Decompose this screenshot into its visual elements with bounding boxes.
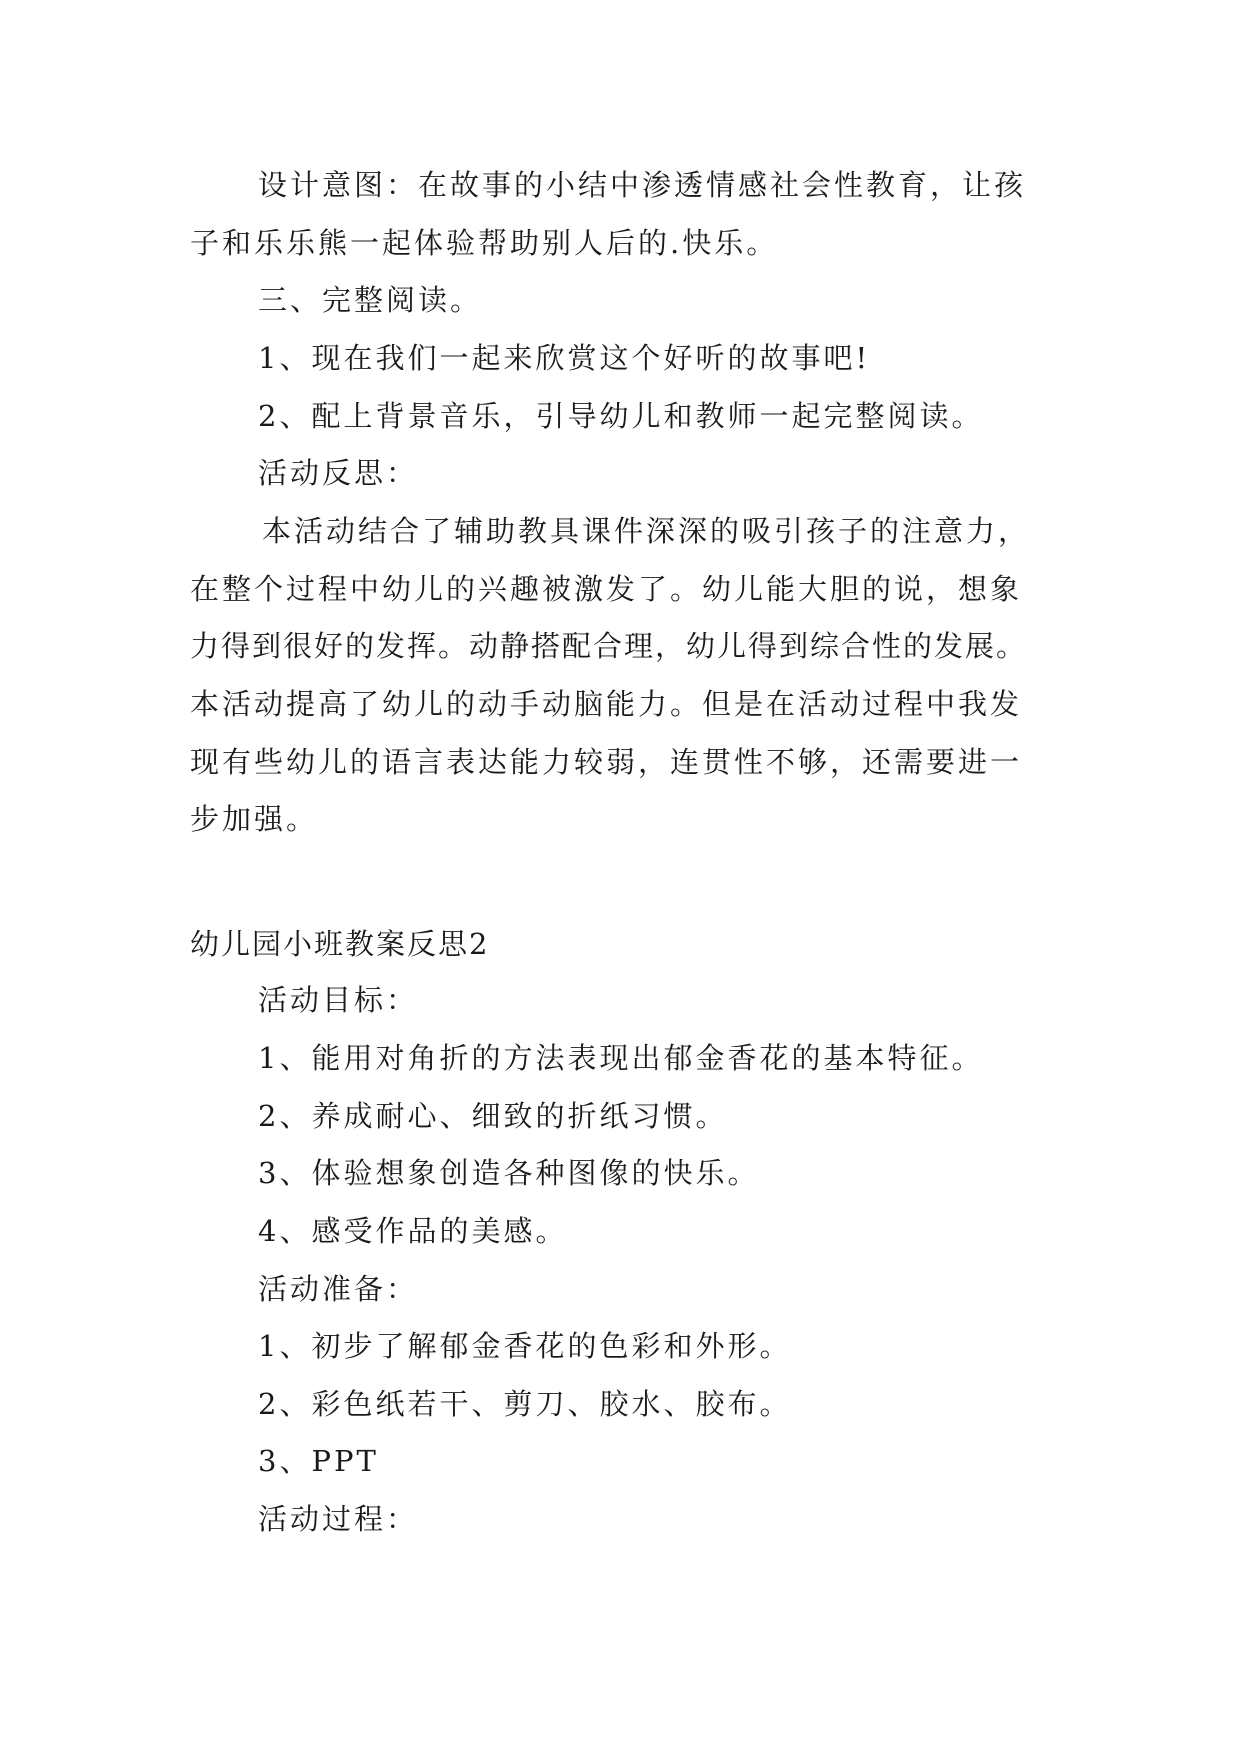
reflection-line-2: 在整个过程中幼儿的兴趣被激发了。幼儿能大胆的说，想象 xyxy=(190,572,1023,606)
goal-item-3: 3、体验想象创造各种图像的快乐。 xyxy=(258,1156,760,1190)
section-title: 幼儿园小班教案反思2 xyxy=(190,927,490,961)
process-label: 活动过程： xyxy=(258,1502,419,1536)
prep-item-2: 2、彩色纸若干、剪刀、胶水、胶布。 xyxy=(258,1387,792,1421)
design-intent-line-1: 设计意图：在故事的小结中渗透情感社会性教育，让孩 xyxy=(258,168,1027,202)
reflection-line-5: 现有些幼儿的语言表达能力较弱，连贯性不够，还需要进一 xyxy=(190,745,1023,779)
reflection-line-3: 力得到很好的发挥。动静搭配合理，幼儿得到综合性的发展。 xyxy=(190,629,1028,663)
design-intent-line-2: 子和乐乐熊一起体验帮助别人后的.快乐。 xyxy=(190,226,779,260)
reflection-line-1: 本活动结合了辅助教具课件深深的吸引孩子的注意力， xyxy=(262,514,1031,548)
goal-item-1: 1、能用对角折的方法表现出郁金香花的基本特征。 xyxy=(258,1041,984,1075)
reflection-line-4: 本活动提高了幼儿的动手动脑能力。但是在活动过程中我发 xyxy=(190,687,1023,721)
step3-item-2: 2、配上背景音乐，引导幼儿和教师一起完整阅读。 xyxy=(258,399,984,433)
reflection-line-6: 步加强。 xyxy=(190,802,319,836)
prep-label: 活动准备： xyxy=(258,1272,419,1306)
reflection-label: 活动反思： xyxy=(258,456,419,490)
goal-item-4: 4、感受作品的美感。 xyxy=(258,1214,568,1248)
step3-title: 三、完整阅读。 xyxy=(258,283,483,317)
prep-item-1: 1、初步了解郁金香花的色彩和外形。 xyxy=(258,1329,792,1363)
prep-item-3: 3、PPT xyxy=(258,1444,379,1478)
step3-item-1: 1、现在我们一起来欣赏这个好听的故事吧! xyxy=(258,341,871,375)
goals-label: 活动目标： xyxy=(258,983,419,1017)
goal-item-2: 2、养成耐心、细致的折纸习惯。 xyxy=(258,1099,728,1133)
